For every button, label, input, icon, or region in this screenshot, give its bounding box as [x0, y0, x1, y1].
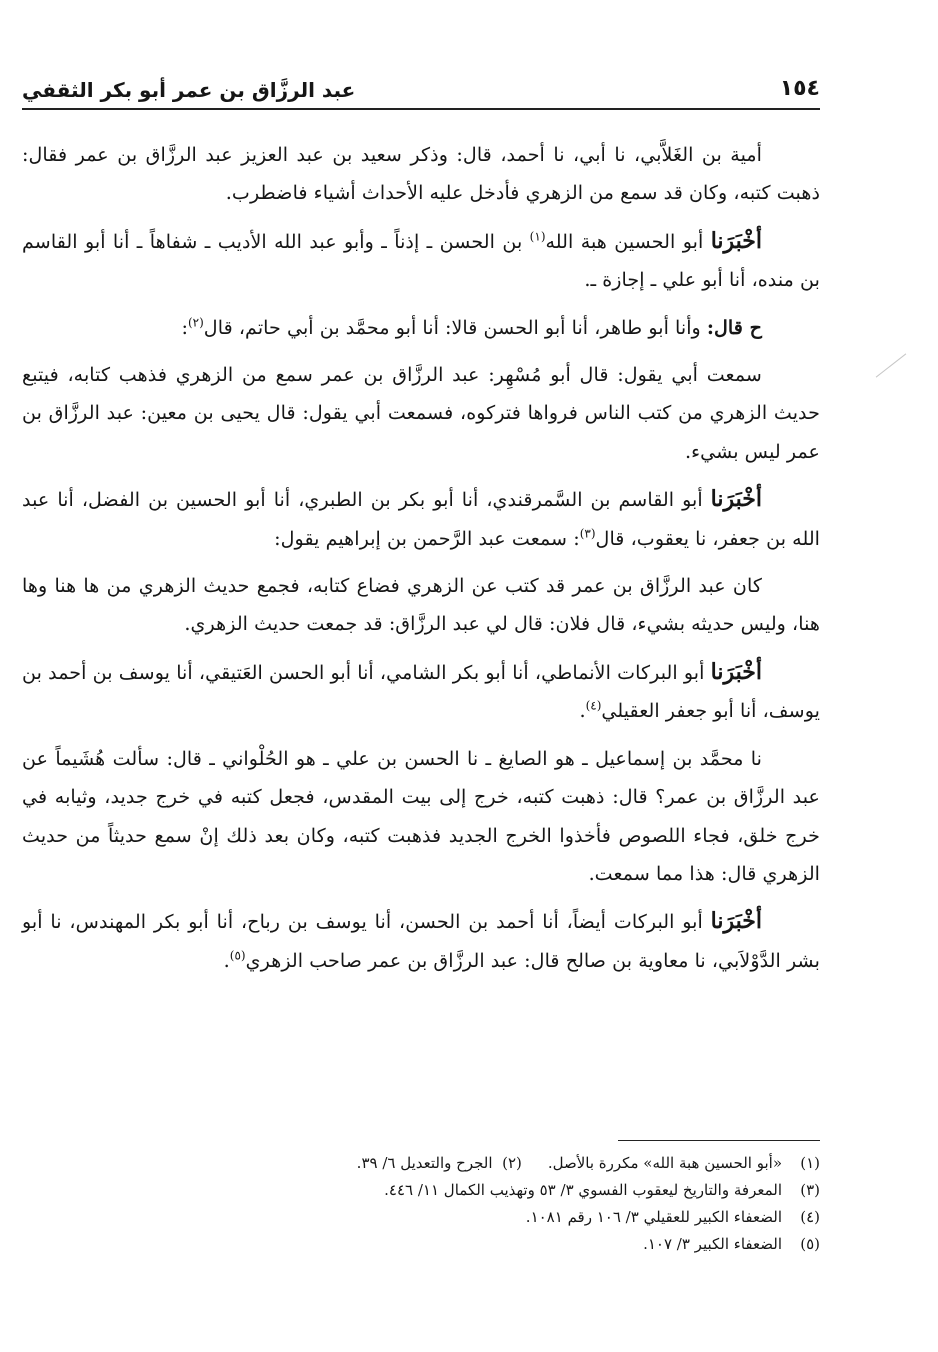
- paragraph-text: .: [579, 699, 586, 723]
- footnote-number: (١): [800, 1154, 820, 1172]
- footnote-line: [22, 1231, 820, 1258]
- paragraph-keyword: أخْبَرَنا: [710, 486, 762, 513]
- paper-crease-mark: [876, 353, 907, 377]
- footnote-line: [22, 1150, 820, 1177]
- footnote-text: الضعفاء الكبير ٣/ ١٠٧.: [643, 1235, 782, 1253]
- footnote-reference[interactable]: (٥): [229, 948, 246, 963]
- paragraph: [22, 480, 820, 558]
- footnote-text: الضعفاء الكبير للعقيلي ٣/ ١٠٦ رقم ١٠٨١.: [525, 1208, 782, 1226]
- paragraph: [22, 309, 820, 347]
- paragraph: نا محمَّد بن إسماعيل ـ هو الصايغ ـ نا الحسن بن علي ـ هو الحُلْواني ـ قال: سألت هُشَيماً عن عبد الرزَّاق بن عمر؟ قال: ذهبت كتبه، خرج إلى بيت المقدس، فجعل كتبه في خرج جديد، وثيابه في خرج خلق، فجاء اللصوص فأخذوا الخرج الجديد فذهبت كتبه، وكان بعد ذلك إنْ سمع حديثاً من حديث الزهري قال: هذا مما سمعت.: [22, 746, 820, 885]
- footnote-number: (٤): [800, 1208, 820, 1226]
- running-title: عبد الرزَّاق بن عمر أبو بكر الثقفي: [22, 78, 356, 102]
- footnote-text: المعرفة والتاريخ ليعقوب الفسوي ٣/ ٥٣ وتهذيب الكمال ١١/ ٤٤٦.: [384, 1181, 782, 1199]
- footnote-text: «أبو الحسين هبة الله» مكررة بالأصل.: [547, 1154, 782, 1172]
- paragraph-keyword: أخْبَرَنا: [710, 908, 762, 935]
- paragraph-keyword: ح قال:: [706, 315, 762, 339]
- paragraph: [22, 902, 820, 980]
- paragraph-text: بن الحسن ـ إذناً ـ وأبو عبد الله الأديب ـ شفاهاً ـ أنا أبو القاسم بن منده، أنا أبو علي ـ إجازة ـ.: [22, 229, 820, 292]
- paragraph: [22, 653, 820, 731]
- paragraph: [22, 222, 820, 300]
- paragraph-text: أبو الحسين هبة الله: [545, 229, 711, 253]
- footnote-separator: [618, 1140, 820, 1141]
- running-header: [22, 78, 820, 110]
- paragraph-text: .: [223, 948, 230, 972]
- footnote-number: (٥): [800, 1235, 820, 1253]
- footnote-line: [22, 1204, 820, 1231]
- paragraph: أمية بن الغَلاَّبي، نا أبي، نا أحمد، قال: وذكر سعيد بن عبد العزيز عبد الرزَّاق بن عمر فقال: ذهبت كتبه، وكان قد سمع من الزهري فأدخل عليه الأحداث أشياء فاضطرب.: [22, 143, 820, 205]
- footnote-line: [22, 1177, 820, 1204]
- paragraph-keyword: أخْبَرَنا: [710, 227, 763, 254]
- paragraph-text: وأنا أبو طاهر، أنا أبو الحسن قالا: أنا أبو محمَّد بن أبي حاتم، قال: [203, 315, 707, 339]
- footnote-reference[interactable]: (٣): [579, 526, 596, 541]
- footnote-text: الجرح والتعديل ٦/ ٣٩.: [356, 1154, 493, 1172]
- paragraph-text: : سمعت عبد الرَّحمن بن إبراهيم يقول:: [274, 526, 580, 550]
- paragraph: كان عبد الرزَّاق بن عمر قد كتب عن الزهري فضاع كتابه، فجمع حديث الزهري من ها هنا وها هنا، وليس حديثه بشيء، قال فلان: قال لي عبد الرزَّاق: قد جمعت حديث الزهري.: [22, 574, 820, 636]
- main-text: [22, 136, 820, 989]
- footnote-number: (٢): [502, 1154, 522, 1172]
- paragraph-text: :: [181, 315, 188, 339]
- paragraph-keyword: أخْبَرَنا: [710, 658, 762, 685]
- paragraph: سمعت أبي يقول: قال أبو مُسْهِر: عبد الرزَّاق بن عمر سمع من الزهري فذهب كتابه، فيتبع حديث الزهري من كتب الناس فرواها فتركوه، فسمعت أبي يقول: قال يحيى بن معين: عبد الرزَّاق بن عمر ليس بشيء.: [22, 363, 820, 463]
- paragraph-text: أبو القاسم بن السَّمرقندي، أنا أبو بكر بن الطبري، أنا أبو الحسين بن الفضل، أنا عبد الله بن جعفر، نا يعقوب، قال: [22, 488, 820, 550]
- paragraph-text: أبو البركات الأنماطي، أنا أبو بكر الشامي، أنا أبو الحسن العَتيقي، أنا يوسف بن أحمد بن يوسف، أنا أبو جعفر العقيلي: [22, 660, 820, 723]
- footnotes: [22, 1150, 820, 1258]
- footnote-reference[interactable]: (١): [529, 229, 546, 244]
- page-number: ١٥٤: [779, 76, 820, 101]
- footnote-reference[interactable]: (٢): [187, 315, 204, 330]
- paragraph-text: أبو البركات أيضاً، أنا أحمد بن الحسن، أنا يوسف بن رباح، أنا أبو بكر المهندس، نا أبو بشر الدَّوْلاَبي، نا معاوية بن صالح قال: عبد الرزَّاق بن عمر صاحب الزهري: [22, 910, 820, 972]
- footnote-number: (٣): [800, 1181, 820, 1199]
- footnote-reference[interactable]: (٤): [585, 698, 602, 713]
